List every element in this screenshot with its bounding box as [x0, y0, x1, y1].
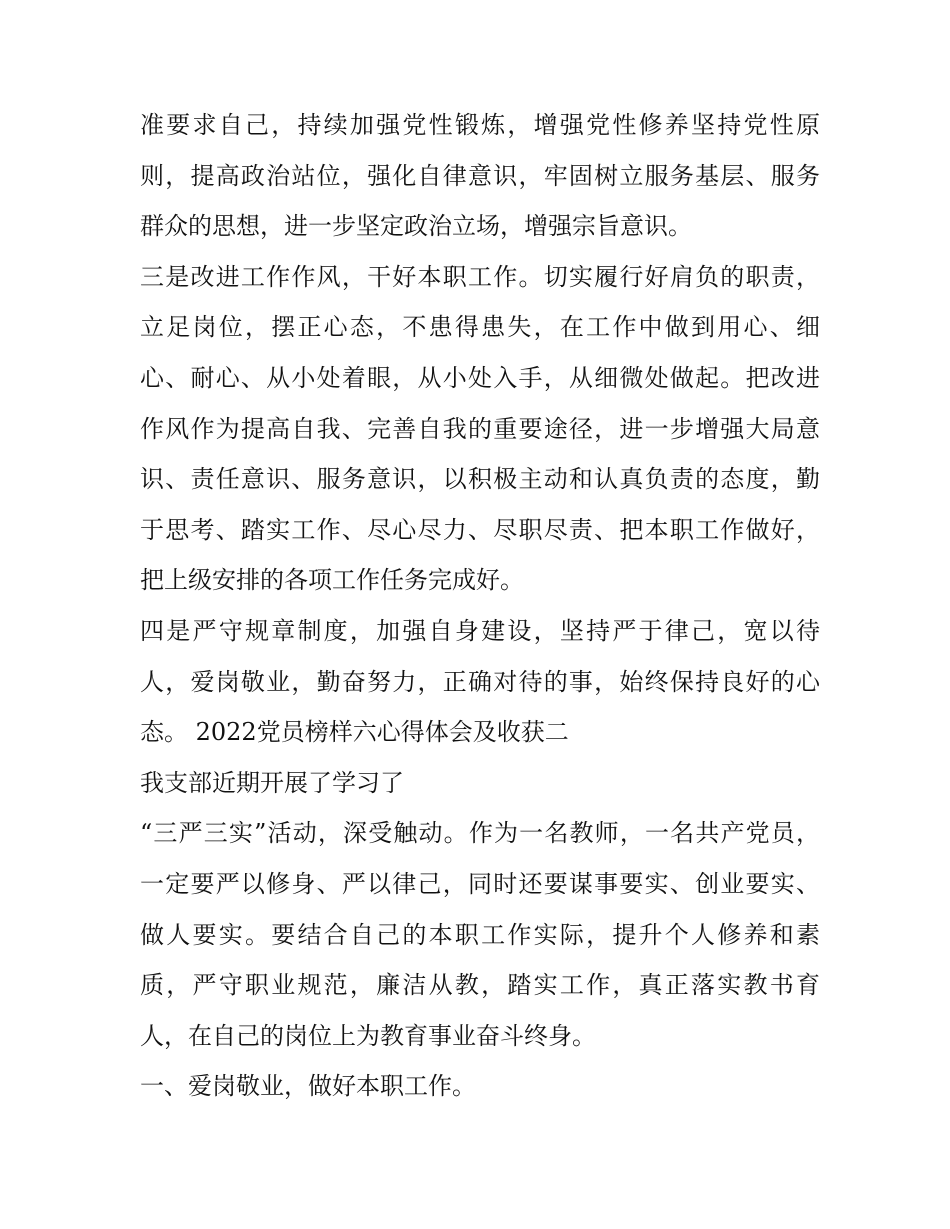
text-line: 做人要实。要结合自己的本职工作实际，提升个人修养和素	[140, 920, 820, 949]
text-line: 识、责任意识、服务意识，以积极主动和认真负责的态度，勤	[140, 465, 820, 494]
subheading-line: 一、爱岗敬业，做好本职工作。	[140, 1072, 476, 1101]
document-body	[140, 100, 820, 1112]
text-line: 一定要严以修身、严以律己，同时还要谋事要实、创业要实、	[140, 869, 820, 898]
text-line: 质，严守职业规范，廉洁从教，踏实工作，真正落实教书育	[140, 971, 820, 1000]
text-line: 我支部近期开展了学习了	[140, 768, 404, 797]
text-line: 准要求自己，持续加强党性锻炼，增强党性修养坚持党性原	[140, 111, 820, 139]
text-line: 四是严守规章制度，加强自身建设，坚持严于律己，宽以待	[140, 616, 820, 645]
text-line: 作风作为提高自我、完善自我的重要途径，进一步增强大局意	[140, 414, 820, 443]
text-line: 于思考、踏实工作、尽心尽力、尽职尽责、把本职工作做好，	[140, 515, 820, 544]
text-line: 则，提高政治站位，强化自律意识，牢固树立服务基层、服务	[140, 161, 820, 190]
text-line: 心、耐心、从小处着眼，从小处入手，从细微处做起。把改进	[140, 363, 820, 392]
text-line: “三严三实”活动，深受触动。作为一名教师，一名共产党员，	[140, 819, 820, 848]
text-line: 立足岗位，摆正心态，不患得患失，在工作中做到用心、细	[140, 313, 820, 342]
text-line: 人，爱岗敬业，勤奋努力，正确对待的事，始终保持良好的心	[140, 667, 820, 696]
text-line: 把上级安排的各项工作任务完成好。	[140, 566, 524, 595]
section-heading-line: 态。 2022党员榜样六心得体会及收获二	[140, 718, 569, 747]
text-line: 群众的思想，进一步坚定政治立场，增强宗旨意识。	[140, 212, 692, 241]
text-line: 三是改进工作作风，干好本职工作。切实履行好肩负的职责，	[140, 262, 820, 291]
text-line: 人，在自己的岗位上为教育事业奋斗终身。	[140, 1021, 596, 1050]
